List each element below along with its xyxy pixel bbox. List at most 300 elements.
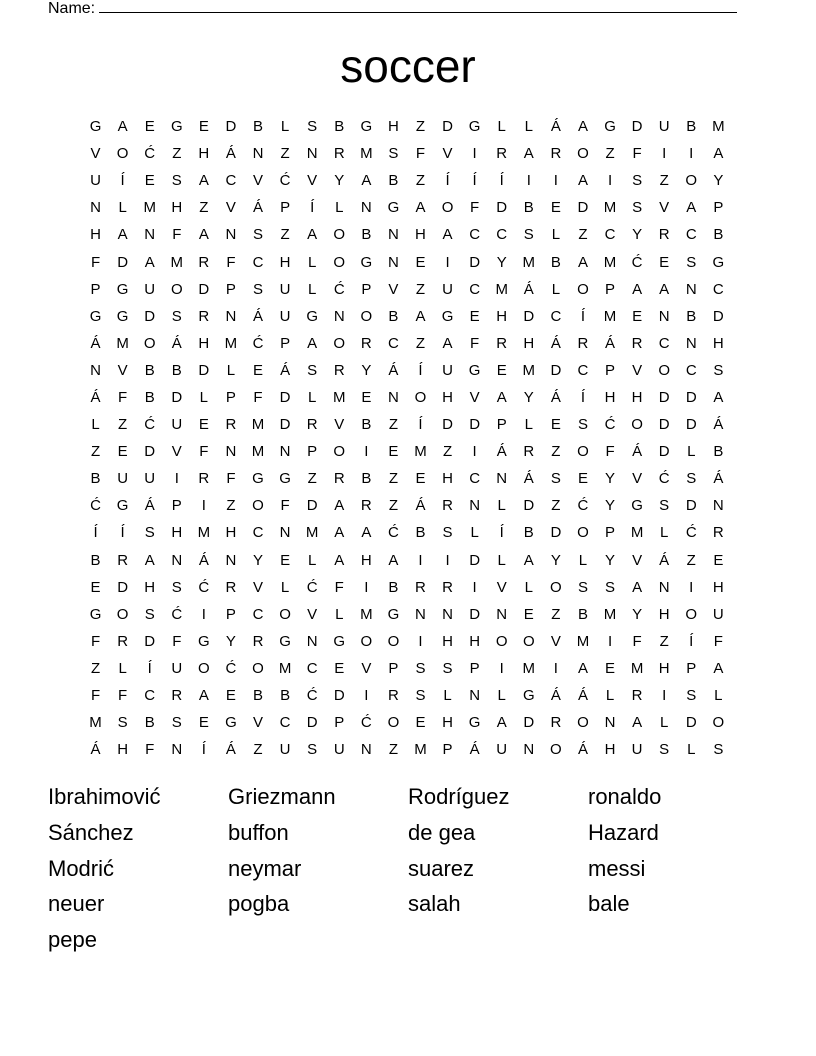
grid-letter: N bbox=[469, 497, 481, 515]
grid-letter: P bbox=[225, 280, 236, 298]
grid-letter: E bbox=[605, 659, 616, 677]
grid-letter: Z bbox=[253, 741, 263, 759]
grid-letter: I bbox=[662, 687, 667, 705]
grid-letter: Z bbox=[118, 416, 128, 434]
grid-letter: L bbox=[497, 551, 506, 569]
grid-row bbox=[82, 736, 732, 763]
grid-letter: P bbox=[225, 388, 236, 406]
grid-row bbox=[82, 682, 732, 709]
grid-letter: C bbox=[550, 307, 562, 325]
grid-letter: R bbox=[496, 334, 508, 352]
grid-letter: Í bbox=[147, 659, 152, 677]
grid-letter: I bbox=[472, 443, 477, 461]
grid-letter: S bbox=[415, 659, 426, 677]
grid-letter: A bbox=[632, 280, 643, 298]
grid-letter: L bbox=[524, 578, 533, 596]
grid-letter: Á bbox=[577, 741, 588, 759]
grid-letter: Ć bbox=[279, 172, 291, 190]
word-list-item: salah bbox=[408, 891, 461, 917]
grid-letter: D bbox=[333, 687, 345, 705]
grid-letter: U bbox=[442, 361, 453, 379]
grid-letter: S bbox=[577, 578, 588, 596]
grid-letter: S bbox=[171, 578, 182, 596]
grid-letter: H bbox=[279, 253, 291, 271]
grid-letter: M bbox=[603, 199, 617, 217]
grid-letter: S bbox=[605, 578, 616, 596]
grid-letter: Á bbox=[659, 551, 670, 569]
grid-row bbox=[82, 628, 732, 655]
grid-letter: B bbox=[713, 226, 724, 244]
grid-letter: R bbox=[631, 334, 643, 352]
grid-letter: D bbox=[658, 416, 670, 434]
grid-letter: D bbox=[198, 361, 210, 379]
grid-letter: P bbox=[334, 714, 345, 732]
grid-letter: Í bbox=[418, 361, 423, 379]
grid-letter: U bbox=[279, 307, 291, 325]
grid-letter: I bbox=[472, 578, 477, 596]
grid-letter: M bbox=[522, 361, 536, 379]
grid-letter: B bbox=[415, 524, 426, 542]
grid-letter: C bbox=[252, 253, 264, 271]
grid-letter: O bbox=[279, 605, 291, 623]
grid-letter: A bbox=[442, 226, 453, 244]
grid-letter: L bbox=[524, 118, 533, 136]
word-list-item: ronaldo bbox=[588, 784, 662, 809]
grid-letter: V bbox=[496, 578, 507, 596]
grid-letter: Z bbox=[605, 145, 615, 163]
grid-letter: R bbox=[523, 443, 535, 461]
grid-letter: D bbox=[279, 416, 291, 434]
grid-letter: C bbox=[685, 361, 697, 379]
grid-letter: D bbox=[712, 307, 724, 325]
grid-letter: B bbox=[523, 524, 534, 542]
grid-letter: S bbox=[686, 687, 697, 705]
grid-letter: S bbox=[442, 524, 453, 542]
grid-letter: A bbox=[496, 714, 507, 732]
grid-letter: Ć bbox=[631, 253, 643, 271]
grid-letter: D bbox=[306, 714, 318, 732]
grid-letter: Ć bbox=[144, 416, 156, 434]
grid-letter: L bbox=[443, 687, 452, 705]
grid-letter: Í bbox=[580, 388, 586, 406]
grid-letter: A bbox=[144, 253, 155, 271]
grid-letter: B bbox=[361, 470, 372, 488]
grid-letter: E bbox=[253, 361, 264, 379]
grid-letter: O bbox=[414, 388, 427, 406]
grid-letter: Á bbox=[225, 145, 236, 163]
grid-letter: R bbox=[550, 145, 562, 163]
grid-letter: O bbox=[116, 145, 129, 163]
grid-letter: E bbox=[361, 388, 372, 406]
grid-row bbox=[82, 709, 732, 736]
grid-letter: Í bbox=[418, 416, 423, 434]
grid-letter: Í bbox=[472, 172, 477, 190]
grid-letter: D bbox=[685, 714, 697, 732]
grid-letter: M bbox=[251, 443, 265, 461]
grid-letter: C bbox=[225, 172, 237, 190]
grid-letter: C bbox=[469, 280, 481, 298]
grid-letter: V bbox=[334, 416, 345, 434]
grid-letter: N bbox=[658, 578, 670, 596]
grid-letter: F bbox=[632, 145, 642, 163]
grid-letter: V bbox=[442, 145, 453, 163]
grid-letter: H bbox=[90, 226, 101, 244]
grid-letter: D bbox=[144, 632, 156, 650]
grid-letter: L bbox=[660, 524, 669, 542]
grid-letter: Z bbox=[388, 497, 398, 515]
grid-letter: U bbox=[144, 470, 156, 488]
grid-letter: D bbox=[306, 497, 318, 515]
grid-letter: N bbox=[387, 388, 399, 406]
grid-letter: M bbox=[360, 605, 373, 623]
grid-letter: V bbox=[550, 632, 561, 650]
grid-letter: H bbox=[360, 551, 372, 569]
grid-letter: Ć bbox=[604, 416, 616, 434]
grid-letter: M bbox=[630, 524, 644, 542]
grid-letter: N bbox=[225, 551, 237, 569]
grid-letter: U bbox=[631, 741, 643, 759]
grid-letter: C bbox=[604, 226, 616, 244]
grid-letter: Z bbox=[415, 280, 426, 298]
grid-row bbox=[82, 465, 732, 492]
grid-row bbox=[82, 519, 732, 546]
grid-letter: R bbox=[333, 145, 345, 163]
grid-letter: H bbox=[171, 199, 183, 217]
grid-letter: M bbox=[712, 118, 725, 136]
grid-letter: M bbox=[414, 741, 427, 759]
grid-letter: U bbox=[171, 416, 183, 434]
grid-letter: L bbox=[335, 199, 344, 217]
grid-letter: B bbox=[144, 361, 155, 379]
grid-row bbox=[82, 113, 732, 140]
grid-letter: S bbox=[686, 470, 697, 488]
grid-letter: R bbox=[306, 416, 318, 434]
grid-letter: N bbox=[685, 280, 697, 298]
grid-letter: H bbox=[442, 388, 453, 406]
grid-letter: B bbox=[253, 118, 264, 136]
grid-letter: I bbox=[526, 172, 531, 190]
grid-letter: B bbox=[253, 687, 264, 705]
grid-letter: L bbox=[497, 118, 506, 136]
grid-letter: P bbox=[307, 443, 318, 461]
grid-letter: O bbox=[495, 632, 508, 650]
grid-letter: E bbox=[415, 470, 426, 488]
grid-letter: L bbox=[497, 687, 506, 705]
name-field bbox=[48, 0, 737, 19]
grid-letter: F bbox=[90, 253, 101, 271]
grid-letter: H bbox=[442, 632, 453, 650]
grid-letter: V bbox=[388, 280, 399, 298]
grid-letter: H bbox=[658, 605, 670, 623]
grid-letter: O bbox=[143, 334, 156, 352]
grid-letter: Z bbox=[199, 199, 209, 217]
grid-letter: A bbox=[334, 524, 345, 542]
grid-row bbox=[82, 384, 732, 411]
grid-letter: I bbox=[445, 551, 450, 569]
grid-letter: Ć bbox=[387, 524, 399, 542]
grid-letter: B bbox=[550, 253, 561, 271]
grid-letter: O bbox=[577, 443, 589, 461]
grid-letter: H bbox=[469, 632, 481, 650]
grid-letter: S bbox=[686, 253, 697, 271]
grid-letter: F bbox=[470, 334, 480, 352]
grid-letter: G bbox=[631, 497, 643, 515]
grid-letter: Y bbox=[605, 497, 616, 515]
grid-letter: O bbox=[522, 632, 535, 650]
grid-letter: Í bbox=[201, 741, 206, 759]
grid-letter: D bbox=[496, 199, 508, 217]
grid-letter: S bbox=[632, 172, 643, 190]
grid-letter: B bbox=[90, 551, 101, 569]
grid-letter: B bbox=[144, 388, 155, 406]
grid-letter: H bbox=[604, 741, 616, 759]
grid-letter: D bbox=[550, 524, 562, 542]
grid-letter: M bbox=[603, 605, 617, 623]
grid-letter: E bbox=[415, 253, 426, 271]
grid-letter: Á bbox=[605, 334, 616, 352]
grid-letter: O bbox=[577, 714, 589, 732]
grid-letter: O bbox=[550, 741, 562, 759]
grid-letter: G bbox=[468, 361, 481, 379]
grid-letter: O bbox=[333, 334, 346, 352]
grid-letter: N bbox=[658, 307, 670, 325]
grid-letter: Z bbox=[659, 632, 669, 650]
grid-letter: B bbox=[361, 416, 372, 434]
grid-letter: A bbox=[117, 226, 128, 244]
grid-letter: I bbox=[607, 172, 613, 190]
grid-letter: R bbox=[198, 253, 210, 271]
grid-letter: L bbox=[660, 714, 669, 732]
grid-letter: E bbox=[280, 551, 291, 569]
grid-letter: Á bbox=[496, 443, 507, 461]
grid-letter: R bbox=[442, 497, 453, 515]
grid-letter: V bbox=[307, 605, 318, 623]
word-list-item: messi bbox=[588, 855, 646, 881]
grid-letter: Ć bbox=[306, 578, 318, 596]
grid-letter: O bbox=[333, 443, 346, 461]
grid-letter: Z bbox=[578, 226, 588, 244]
grid-letter: G bbox=[116, 307, 129, 325]
grid-letter: F bbox=[280, 497, 290, 515]
grid-letter: Z bbox=[551, 497, 561, 515]
grid-letter: O bbox=[387, 632, 400, 650]
word-list-item: Hazard bbox=[588, 819, 659, 845]
grid-letter: R bbox=[712, 524, 724, 542]
grid-letter: D bbox=[523, 714, 535, 732]
grid-letter: U bbox=[171, 659, 183, 677]
grid-letter: Y bbox=[605, 551, 616, 569]
grid-letter: Í bbox=[580, 307, 586, 325]
grid-letter: F bbox=[90, 687, 101, 705]
grid-letter: Ć bbox=[171, 605, 183, 623]
grid-letter: D bbox=[469, 416, 481, 434]
word-list-item: neuer bbox=[48, 891, 105, 917]
grid-letter: F bbox=[172, 226, 182, 244]
grid-letter: Z bbox=[280, 145, 290, 163]
grid-letter: G bbox=[279, 632, 291, 650]
grid-letter: A bbox=[686, 199, 697, 217]
grid-letter: V bbox=[171, 443, 182, 461]
grid-letter: G bbox=[89, 605, 102, 623]
grid-letter: U bbox=[144, 280, 156, 298]
grid-letter: B bbox=[388, 578, 399, 596]
grid-letter: Í bbox=[689, 632, 694, 650]
grid-letter: E bbox=[198, 416, 209, 434]
grid-letter: O bbox=[252, 659, 264, 677]
grid-letter: Í bbox=[120, 524, 125, 542]
grid-letter: B bbox=[171, 361, 182, 379]
grid-letter: Y bbox=[334, 172, 345, 190]
grid-letter: F bbox=[118, 687, 128, 705]
grid-letter: A bbox=[144, 551, 155, 569]
grid-letter: U bbox=[279, 280, 291, 298]
grid-letter: Z bbox=[280, 226, 290, 244]
word-list bbox=[48, 779, 768, 958]
grid-letter: S bbox=[253, 280, 264, 298]
grid-letter: G bbox=[89, 307, 102, 325]
grid-letter: G bbox=[441, 307, 454, 325]
grid-letter: B bbox=[334, 118, 345, 136]
grid-letter: M bbox=[630, 659, 644, 677]
grid-letter: R bbox=[333, 470, 345, 488]
grid-letter: Z bbox=[90, 443, 101, 461]
grid-letter: S bbox=[117, 714, 128, 732]
grid-letter: D bbox=[631, 118, 643, 136]
grid-letter: D bbox=[523, 497, 535, 515]
grid-letter: Í bbox=[93, 524, 98, 542]
grid-letter: O bbox=[658, 361, 671, 379]
grid-row bbox=[82, 574, 732, 601]
grid-letter: A bbox=[577, 253, 588, 271]
grid-letter: O bbox=[360, 632, 373, 650]
grid-letter: R bbox=[333, 361, 345, 379]
grid-letter: E bbox=[198, 118, 209, 136]
grid-letter: Á bbox=[550, 334, 561, 352]
grid-letter: P bbox=[442, 741, 453, 759]
grid-letter: A bbox=[577, 659, 588, 677]
grid-letter: Á bbox=[550, 388, 561, 406]
grid-letter: Z bbox=[442, 443, 453, 461]
grid-letter: R bbox=[442, 578, 453, 596]
grid-letter: L bbox=[280, 118, 290, 136]
grid-letter: Á bbox=[713, 470, 724, 488]
grid-letter: A bbox=[577, 118, 588, 136]
grid-letter: M bbox=[414, 443, 427, 461]
grid-letter: V bbox=[632, 470, 643, 488]
grid-letter: D bbox=[198, 280, 210, 298]
grid-letter: L bbox=[335, 605, 344, 623]
grid-letter: Á bbox=[469, 741, 480, 759]
grid-letter: H bbox=[198, 145, 210, 163]
grid-letter: I bbox=[553, 659, 558, 677]
grid-letter: Í bbox=[120, 172, 125, 190]
grid-letter: N bbox=[171, 551, 183, 569]
grid-letter: N bbox=[496, 605, 508, 623]
grid-letter: Á bbox=[225, 741, 236, 759]
grid-letter: Z bbox=[551, 605, 561, 623]
grid-letter: S bbox=[577, 416, 588, 434]
grid-letter: L bbox=[118, 199, 127, 217]
grid-letter: N bbox=[496, 470, 508, 488]
grid-letter: Á bbox=[550, 687, 561, 705]
grid-letter: H bbox=[387, 118, 399, 136]
grid-letter: D bbox=[279, 388, 291, 406]
grid-letter: M bbox=[332, 388, 346, 406]
word-list-item: bale bbox=[588, 891, 630, 917]
grid-letter: Í bbox=[499, 524, 504, 542]
grid-letter: Ć bbox=[198, 578, 210, 596]
grid-letter: G bbox=[468, 714, 481, 732]
grid-letter: S bbox=[415, 687, 426, 705]
grid-row bbox=[82, 601, 732, 628]
grid-letter: V bbox=[253, 578, 264, 596]
grid-letter: R bbox=[360, 334, 372, 352]
grid-letter: L bbox=[118, 659, 127, 677]
grid-letter: Í bbox=[445, 172, 450, 190]
grid-letter: R bbox=[360, 497, 372, 515]
grid-letter: N bbox=[171, 741, 183, 759]
grid-letter: M bbox=[170, 253, 184, 271]
grid-letter: O bbox=[252, 497, 264, 515]
grid-letter: H bbox=[415, 226, 426, 244]
grid-letter: I bbox=[472, 145, 477, 163]
grid-letter: R bbox=[550, 714, 562, 732]
grid-letter: Í bbox=[310, 199, 315, 217]
grid-letter: G bbox=[360, 253, 373, 271]
grid-letter: S bbox=[171, 307, 182, 325]
grid-letter: E bbox=[198, 714, 209, 732]
grid-letter: D bbox=[469, 253, 481, 271]
grid-letter: N bbox=[225, 226, 237, 244]
grid-letter: Á bbox=[171, 334, 182, 352]
grid-letter: G bbox=[225, 714, 237, 732]
grid-letter: I bbox=[607, 632, 613, 650]
grid-letter: F bbox=[145, 741, 155, 759]
grid-letter: N bbox=[604, 714, 616, 732]
grid-letter: F bbox=[226, 253, 236, 271]
grid-row bbox=[82, 167, 732, 194]
grid-letter: G bbox=[116, 497, 129, 515]
word-list-item: neymar bbox=[228, 855, 302, 881]
grid-letter: Ć bbox=[360, 714, 372, 732]
grid-letter: I bbox=[364, 578, 369, 596]
grid-letter: R bbox=[225, 578, 237, 596]
grid-letter: O bbox=[685, 605, 698, 623]
grid-letter: O bbox=[198, 659, 210, 677]
grid-letter: D bbox=[225, 118, 237, 136]
grid-letter: L bbox=[199, 388, 209, 406]
grid-letter: G bbox=[333, 632, 346, 650]
grid-letter: N bbox=[415, 605, 426, 623]
grid-letter: F bbox=[199, 443, 209, 461]
grid-letter: V bbox=[632, 361, 643, 379]
grid-letter: B bbox=[523, 199, 534, 217]
grid-letter: O bbox=[441, 199, 454, 217]
grid-letter: U bbox=[333, 741, 345, 759]
grid-letter: Ć bbox=[658, 470, 670, 488]
grid-letter: E bbox=[659, 253, 670, 271]
grid-letter: E bbox=[550, 199, 561, 217]
grid-letter: Á bbox=[253, 307, 264, 325]
word-list-item: pepe bbox=[48, 927, 97, 953]
grid-letter: N bbox=[712, 497, 724, 515]
word-list-item: pogba bbox=[228, 891, 290, 917]
grid-letter: A bbox=[632, 714, 643, 732]
grid-letter: N bbox=[469, 687, 481, 705]
grid-letter: B bbox=[713, 443, 724, 461]
grid-letter: Á bbox=[632, 443, 643, 461]
grid-letter: E bbox=[225, 687, 236, 705]
